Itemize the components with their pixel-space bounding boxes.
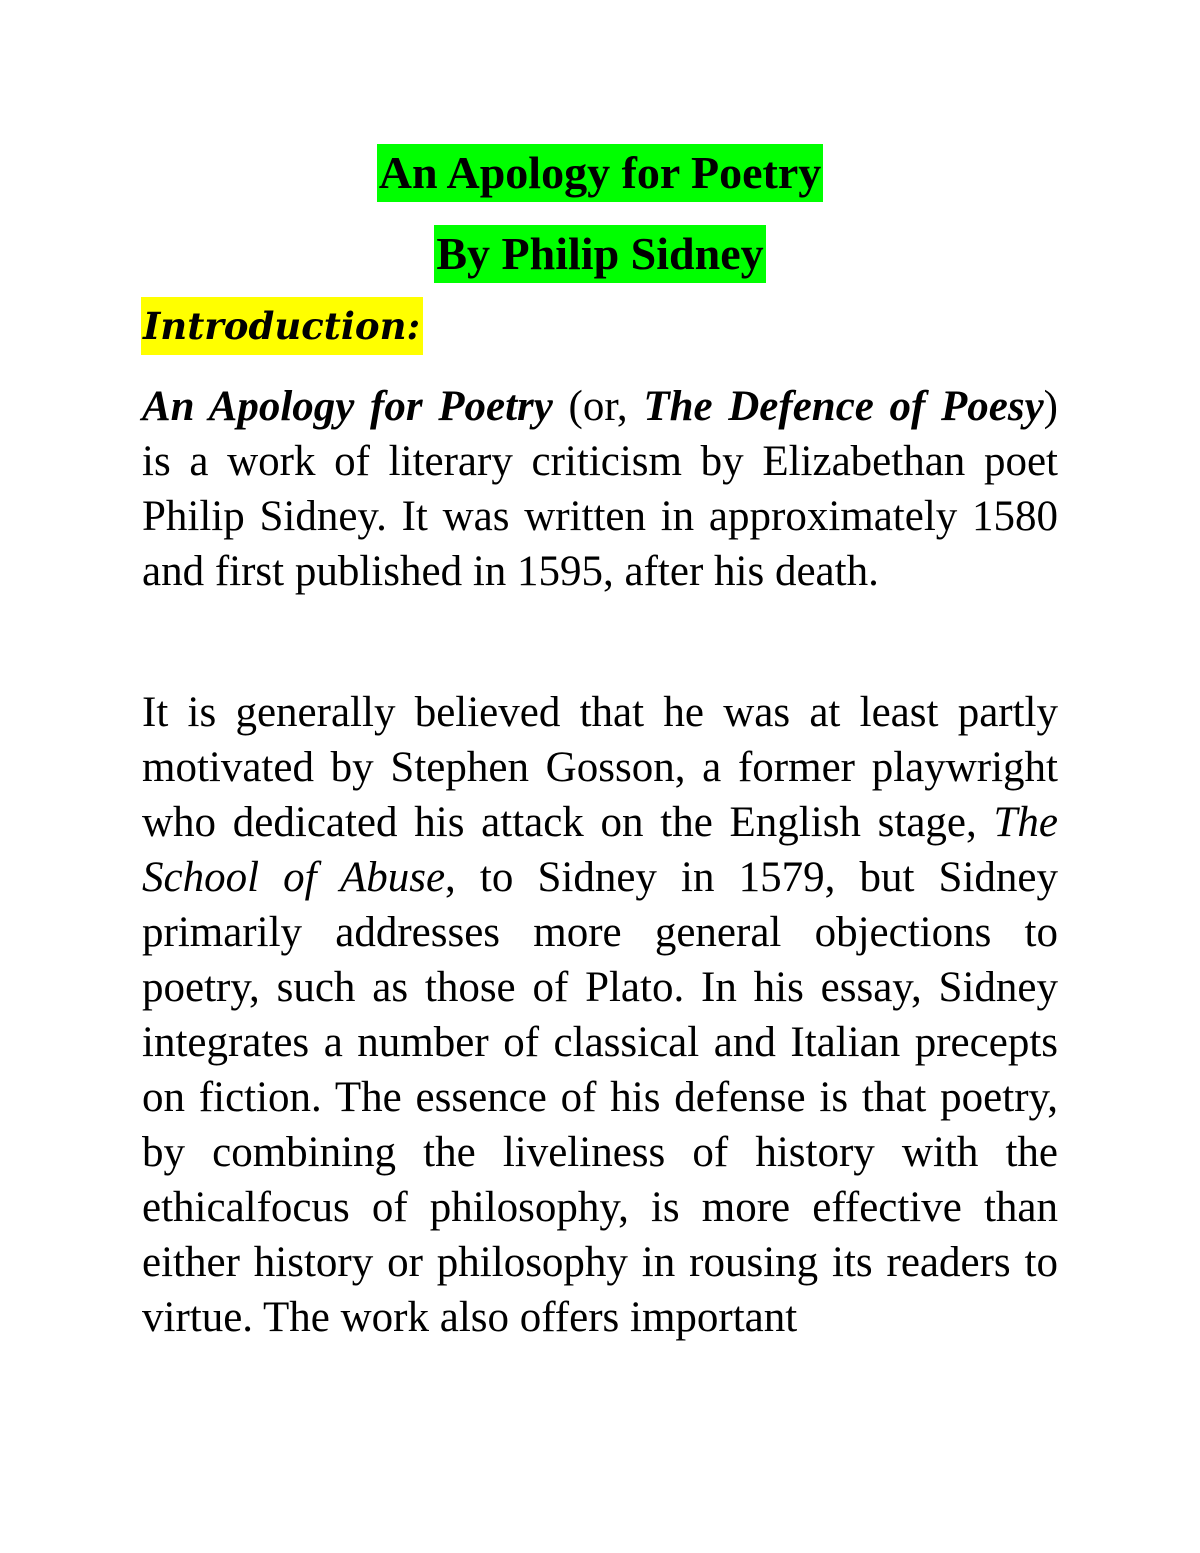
document-title: An Apology for Poetry (377, 144, 824, 202)
paragraph-text: It is generally believed that he was at least partly motivated by Stephen Gosson, a former playwright who dedicated his attack on the English stage, (142, 689, 1058, 846)
author-name: By Philip Sidney (434, 225, 765, 283)
alternate-title: The Defence of Poesy (643, 383, 1044, 430)
title-line (0, 144, 1200, 202)
paragraph-text: , to Sidney in 1579, but Sidney primarily addresses more general objections to poetry, such as those of Plato. In his essay, Sidney integrates a number of classical and Italian precepts on fiction. The essence of his defense is that poetry, by combining the liveliness of history with the ethicalfocus of philosophy, is more effective than either history or philosophy in rousing its readers to virtue. The work also offers important (142, 854, 1058, 1341)
author-line (0, 225, 1200, 283)
work-title: An Apology for Poetry (142, 383, 553, 430)
paragraph-text: (or, (552, 383, 644, 430)
section-heading: Introduction: (141, 297, 423, 355)
paragraph-text: ) is a work of literary criticism by Elizabethan poet Philip Sidney. It was written in approximately 1580 and first published in 1595, after his death. (142, 383, 1058, 595)
intro-paragraph-2 (142, 685, 1058, 1345)
cited-work-title: The School of Abuse (142, 799, 1058, 901)
intro-paragraph-1 (142, 379, 1058, 599)
